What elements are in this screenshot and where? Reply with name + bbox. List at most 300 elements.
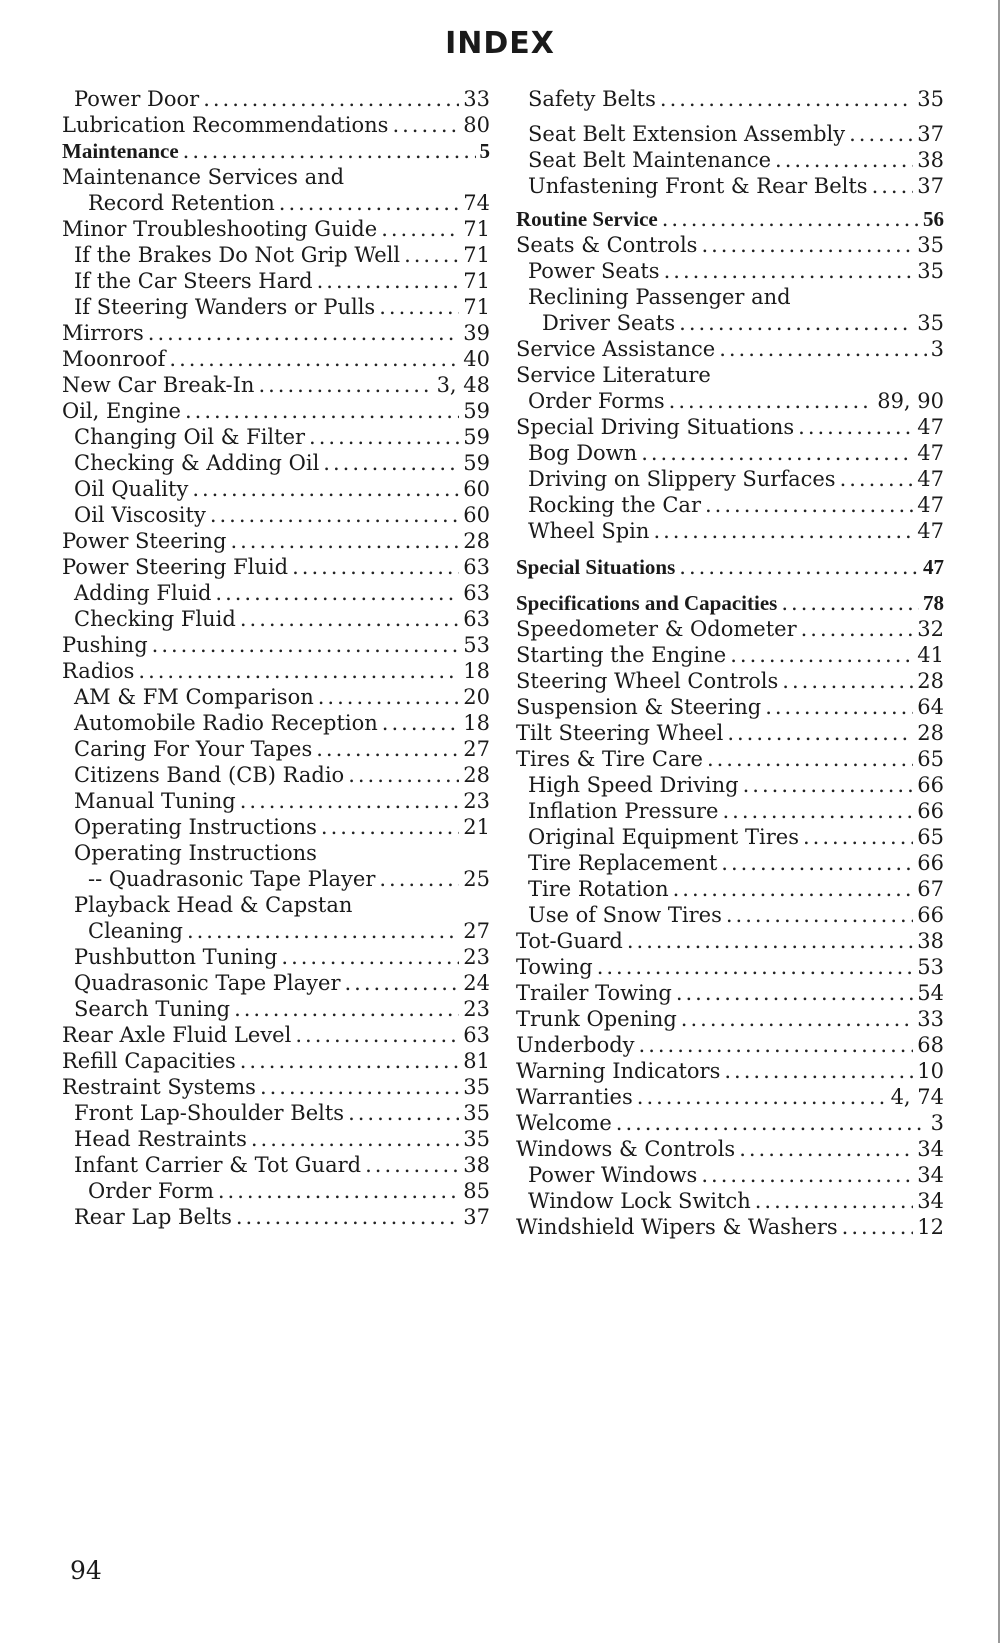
index-entry-page: 20 (463, 685, 490, 709)
index-entry (62, 242, 490, 268)
dot-leader (781, 590, 919, 616)
index-entry (516, 980, 944, 1006)
index-entry-page: 23 (463, 789, 490, 813)
index-entry-label: New Car Break-In (62, 373, 255, 397)
index-entry-page: 71 (463, 217, 490, 241)
index-entry (62, 1048, 490, 1074)
index-entry (516, 173, 944, 199)
index-entry-label: Maintenance Services and (62, 165, 345, 189)
index-entry (516, 824, 944, 850)
index-entry (516, 642, 944, 668)
dot-leader (321, 814, 459, 840)
index-entry-label: Adding Fluid (74, 581, 212, 605)
index-entry-label: Special Situations (516, 555, 676, 579)
index-entry (62, 398, 490, 424)
index-entry-label: Routine Service (516, 207, 658, 231)
dot-leader (187, 918, 459, 944)
dot-leader (317, 268, 460, 294)
dot-leader (251, 1126, 459, 1152)
index-entry-label: Use of Snow Tires (528, 903, 722, 927)
index-entry-page: 28 (917, 721, 944, 745)
index-column-left (62, 86, 490, 1230)
index-entry (62, 320, 490, 346)
dot-leader (348, 762, 459, 788)
index-entry-page: 71 (463, 295, 490, 319)
index-entry-page: 80 (463, 113, 490, 137)
index-entry-page: 35 (463, 1101, 490, 1125)
index-entry-page: 5 (479, 139, 490, 163)
index-entry (62, 944, 490, 970)
index-entry (516, 746, 944, 772)
index-entry (62, 1022, 490, 1048)
index-entry-page: 53 (917, 955, 944, 979)
index-entry-page: 81 (463, 1049, 490, 1073)
dot-leader (148, 320, 460, 346)
index-entry (62, 216, 490, 242)
index-entry (516, 284, 944, 310)
index-entry-page: 71 (463, 269, 490, 293)
index-entry (62, 788, 490, 814)
index-entry-page: 27 (463, 919, 490, 943)
index-entry-page: 64 (917, 695, 944, 719)
index-entry-page: 66 (917, 773, 944, 797)
index-entry (516, 668, 944, 694)
index-entry-page: 47 (917, 493, 944, 517)
index-entry-page: 63 (463, 555, 490, 579)
dot-leader (627, 928, 913, 954)
index-entry (516, 206, 944, 232)
index-entry (62, 658, 490, 684)
index-entry-page: 60 (463, 503, 490, 527)
dot-leader (309, 424, 459, 450)
index-entry-page: 35 (917, 233, 944, 257)
index-entry-page: 35 (917, 259, 944, 283)
index-entry-page: 85 (463, 1179, 490, 1203)
index-entry-page: 4, 74 (890, 1085, 944, 1109)
index-entry-page: 60 (463, 477, 490, 501)
index-entry-label: Tire Rotation (528, 877, 669, 901)
index-entry-label: Oil Viscosity (74, 503, 206, 527)
index-entry-label: Trailer Towing (516, 981, 672, 1005)
dot-leader (404, 242, 459, 268)
index-entry-page: 54 (917, 981, 944, 1005)
index-entry-page: 18 (463, 659, 490, 683)
index-entry-page: 66 (917, 903, 944, 927)
dot-leader (765, 694, 913, 720)
index-entry (516, 902, 944, 928)
index-entry-page: 59 (463, 425, 490, 449)
index-entry-label: Warning Indicators (516, 1059, 721, 1083)
index-entry-page: 47 (917, 519, 944, 543)
dot-leader (721, 850, 913, 876)
index-entry (516, 414, 944, 440)
index-entry-page: 33 (917, 1007, 944, 1031)
index-entry (516, 554, 944, 580)
dot-leader (664, 258, 914, 284)
index-entry-label: Special Driving Situations (516, 415, 795, 439)
index-entry-label: Driving on Slippery Surfaces (528, 467, 836, 491)
dot-leader (234, 996, 459, 1022)
index-entry-label: Maintenance (62, 139, 179, 163)
dot-leader (653, 518, 913, 544)
index-entry-label: Seats & Controls (516, 233, 698, 257)
index-entry (516, 850, 944, 876)
index-entry (516, 1084, 944, 1110)
index-entry-label: Power Steering (62, 529, 227, 553)
index-entry-label: Changing Oil & Filter (74, 425, 306, 449)
index-entry-label: Restraint Systems (62, 1075, 256, 1099)
dot-leader (345, 970, 460, 996)
dot-leader (730, 642, 913, 668)
index-entry (516, 492, 944, 518)
dot-leader (775, 147, 913, 173)
dot-leader (637, 1084, 887, 1110)
index-entry-label: Unfastening Front & Rear Belts (528, 174, 868, 198)
index-entry-page: 47 (923, 555, 944, 579)
index-entry (62, 1074, 490, 1100)
index-entry-label: Refill Capacities (62, 1049, 236, 1073)
dot-leader (192, 476, 459, 502)
index-entry-page: 12 (917, 1215, 944, 1239)
index-entry (516, 121, 944, 147)
index-entry-page: 67 (917, 877, 944, 901)
dot-leader (260, 1074, 459, 1100)
index-entry-label: Front Lap-Shoulder Belts (74, 1101, 345, 1125)
index-entry-label: High Speed Driving (528, 773, 739, 797)
index-entry-page: 28 (917, 669, 944, 693)
index-entry (62, 1204, 490, 1230)
index-entry-label: Window Lock Switch (528, 1189, 751, 1213)
index-entry (62, 372, 490, 398)
index-entry-label: Wheel Spin (528, 519, 650, 543)
dot-leader (240, 606, 459, 632)
dot-leader (292, 554, 459, 580)
index-entry (516, 616, 944, 642)
index-entry-page: 66 (917, 799, 944, 823)
index-entry-page: 35 (917, 311, 944, 335)
index-entry-label: Suspension & Steering (516, 695, 762, 719)
index-entry-label: Bog Down (528, 441, 638, 465)
index-entry-label: Minor Troubleshooting Guide (62, 217, 378, 241)
index-entry-page: 71 (463, 243, 490, 267)
dot-leader (719, 336, 926, 362)
dot-leader (616, 1110, 927, 1136)
dot-leader (316, 736, 459, 762)
index-entry (62, 346, 490, 372)
index-entry-label: Driver Seats (542, 311, 676, 335)
dot-leader (138, 658, 459, 684)
index-entry-label: Safety Belts (528, 87, 656, 111)
index-entry-page: 89, 90 (877, 389, 944, 413)
index-entry-label: Power Seats (528, 259, 660, 283)
index-entry-page: 23 (463, 945, 490, 969)
index-entry-label: Seat Belt Extension Assembly (528, 122, 846, 146)
index-entry (516, 1162, 944, 1188)
index-entry-label: Checking Fluid (74, 607, 236, 631)
dot-leader (240, 1048, 460, 1074)
dot-leader (669, 388, 874, 414)
index-entry (516, 720, 944, 746)
index-entry (516, 876, 944, 902)
index-entry (62, 606, 490, 632)
index-entry-page: 63 (463, 1023, 490, 1047)
index-entry-label: Cleaning (88, 919, 183, 943)
index-entry (516, 362, 944, 388)
dot-leader (639, 1032, 914, 1058)
index-entry (62, 684, 490, 710)
index-entry-label: Service Assistance (516, 337, 716, 361)
index-entry (516, 798, 944, 824)
index-entry (62, 632, 490, 658)
dot-leader (258, 372, 432, 398)
index-entry (516, 590, 944, 616)
index-entry-label: Playback Head & Capstan (74, 893, 353, 917)
index-entry (516, 518, 944, 544)
index-entry-label: Windshield Wipers & Washers (516, 1215, 838, 1239)
index-entry (62, 502, 490, 528)
index-entry-label: Head Restraints (74, 1127, 247, 1151)
index-entry (62, 918, 490, 944)
dot-leader (597, 954, 914, 980)
index-entry (62, 1100, 490, 1126)
dot-leader (849, 121, 913, 147)
dot-leader (279, 190, 460, 216)
index-entry (516, 466, 944, 492)
dot-leader (803, 824, 913, 850)
index-entry (62, 554, 490, 580)
index-entry-page: 63 (463, 581, 490, 605)
index-entry-page: 35 (463, 1075, 490, 1099)
index-entry-label: Caring For Your Tapes (74, 737, 313, 761)
index-entry-label: Infant Carrier & Tot Guard (74, 1153, 362, 1177)
index-entry-label: Original Equipment Tires (528, 825, 799, 849)
index-entry-label: Rocking the Car (528, 493, 701, 517)
dot-leader (660, 86, 913, 112)
index-entry-page: 37 (917, 174, 944, 198)
index-entry (516, 258, 944, 284)
dot-leader (236, 1204, 459, 1230)
index-entry-page: 3, 48 (436, 373, 490, 397)
index-entry-label: Reclining Passenger and (528, 285, 791, 309)
index-entry-label: Oil, Engine (62, 399, 181, 423)
dot-leader (724, 1058, 913, 1084)
index-entry (62, 1152, 490, 1178)
index-entry (62, 814, 490, 840)
index-entry-label: Starting the Engine (516, 643, 727, 667)
index-entry (62, 86, 490, 112)
index-entry-label: Operating Instructions (74, 841, 317, 865)
index-entry (62, 1126, 490, 1152)
index-entry-page: 32 (917, 617, 944, 641)
dot-leader (662, 206, 919, 232)
index-entry (516, 1006, 944, 1032)
index-entry-page: 65 (917, 825, 944, 849)
index-entry-page: 41 (917, 643, 944, 667)
index-entry (62, 710, 490, 736)
dot-leader (727, 720, 913, 746)
index-entry-page: 78 (923, 591, 944, 615)
index-entry-page: 38 (917, 929, 944, 953)
dot-leader (240, 788, 460, 814)
index-entry-label: Inflation Pressure (528, 799, 719, 823)
index-entry-label: Quadrasonic Tape Player (74, 971, 341, 995)
index-entry-label: If the Brakes Do Not Grip Well (74, 243, 401, 267)
dot-leader (218, 1178, 459, 1204)
index-entry-page: 3 (930, 1111, 944, 1135)
dot-leader (872, 173, 914, 199)
index-entry (516, 1110, 944, 1136)
index-entry (516, 1188, 944, 1214)
index-entry-page: 59 (463, 399, 490, 423)
dot-leader (323, 450, 459, 476)
index-entry-label: Citizens Band (CB) Radio (74, 763, 345, 787)
index-entry (62, 970, 490, 996)
dot-leader (840, 466, 914, 492)
dot-leader (798, 414, 913, 440)
index-entry-page: 59 (463, 451, 490, 475)
index-entry-page: 33 (463, 87, 490, 111)
index-entry-label: Lubrication Recommendations (62, 113, 389, 137)
index-entry (62, 580, 490, 606)
index-entry-label: Manual Tuning (74, 789, 236, 813)
index-entry-label: Operating Instructions (74, 815, 317, 839)
dot-leader (681, 1006, 913, 1032)
index-entry-page: 27 (463, 737, 490, 761)
index-entry-page: 3 (930, 337, 944, 361)
index-entry (516, 1058, 944, 1084)
index-entry (516, 1032, 944, 1058)
index-entry-page: 74 (463, 191, 490, 215)
index-entry-page: 53 (463, 633, 490, 657)
index-entry (516, 388, 944, 414)
index-entry (62, 476, 490, 502)
index-entry (516, 928, 944, 954)
index-entry-label: Seat Belt Maintenance (528, 148, 772, 172)
index-entry-page: 63 (463, 607, 490, 631)
dot-leader (152, 632, 460, 658)
index-entry-label: Specifications and Capacities (516, 591, 778, 615)
index-entry-label: Underbody (516, 1033, 635, 1057)
index-entry-label: Pushing (62, 633, 148, 657)
index-entry (62, 996, 490, 1022)
index-entry-label: Pushbutton Tuning (74, 945, 278, 969)
dot-leader (215, 580, 459, 606)
index-entry (516, 147, 944, 173)
index-entry-page: 23 (463, 997, 490, 1021)
index-entry (62, 892, 490, 918)
dot-leader (782, 668, 913, 694)
dot-leader (801, 616, 914, 642)
index-entry (516, 232, 944, 258)
index-entry (516, 440, 944, 466)
dot-leader (203, 86, 459, 112)
dot-leader (185, 398, 459, 424)
dot-leader (705, 492, 913, 518)
index-entry-label: Tot-Guard (516, 929, 623, 953)
dot-leader (641, 440, 913, 466)
index-entry (62, 866, 490, 892)
dot-leader (707, 746, 913, 772)
index-entry-page: 37 (463, 1205, 490, 1229)
index-entry (62, 268, 490, 294)
index-entry-page: 34 (917, 1163, 944, 1187)
dot-leader (673, 876, 914, 902)
index-entry (516, 336, 944, 362)
index-entry-page: 68 (917, 1033, 944, 1057)
index-entry-page: 34 (917, 1137, 944, 1161)
dot-leader (392, 112, 459, 138)
index-entry-page: 47 (917, 467, 944, 491)
dot-leader (743, 772, 914, 798)
index-entry-page: 65 (917, 747, 944, 771)
index-entry-page: 18 (463, 711, 490, 735)
dot-leader (295, 1022, 459, 1048)
dot-leader (676, 980, 913, 1006)
index-entry-page: 10 (917, 1059, 944, 1083)
dot-leader (679, 554, 919, 580)
index-entry (62, 1178, 490, 1204)
page-number: 94 (70, 1556, 102, 1585)
index-entry-page: 37 (917, 122, 944, 146)
index-entry-label: If the Car Steers Hard (74, 269, 313, 293)
index-entry-label: Trunk Opening (516, 1007, 677, 1031)
index-entry-label: Speedometer & Odometer (516, 617, 797, 641)
index-entry (62, 736, 490, 762)
index-entry-page: 28 (463, 529, 490, 553)
page-title: INDEX (445, 26, 555, 61)
index-entry-label: Rear Lap Belts (74, 1205, 232, 1229)
index-entry-page: 47 (917, 415, 944, 439)
dot-leader (381, 216, 459, 242)
index-entry-label: Order Form (88, 1179, 214, 1203)
index-entry-page: 47 (917, 441, 944, 465)
dot-leader (379, 294, 459, 320)
index-entry (516, 1214, 944, 1240)
index-entry (62, 528, 490, 554)
index-entry (62, 424, 490, 450)
index-entry (516, 954, 944, 980)
index-entry-label: Record Retention (88, 191, 275, 215)
index-entry-label: If Steering Wanders or Pulls (74, 295, 376, 319)
index-entry (62, 164, 490, 190)
index-entry-page: 28 (463, 763, 490, 787)
index-entry-page: 35 (917, 87, 944, 111)
index-entry (62, 762, 490, 788)
index-entry-page: 24 (463, 971, 490, 995)
index-entry-label: Welcome (516, 1111, 612, 1135)
index-entry-page: 40 (463, 347, 490, 371)
index-entry-label: Automobile Radio Reception (74, 711, 378, 735)
index-entry (516, 86, 944, 112)
index-entry-label: Service Literature (516, 363, 711, 387)
dot-leader (726, 902, 913, 928)
index-entry (62, 450, 490, 476)
index-entry (62, 112, 490, 138)
dot-leader (365, 1152, 459, 1178)
index-entry-page: 39 (463, 321, 490, 345)
dot-leader (318, 684, 460, 710)
index-entry-label: AM & FM Comparison (74, 685, 314, 709)
index-entry-label: Moonroof (62, 347, 166, 371)
index-entry-label: Mirrors (62, 321, 144, 345)
index-entry-label: Checking & Adding Oil (74, 451, 320, 475)
dot-leader (679, 310, 913, 336)
index-entry-label: Power Windows (528, 1163, 698, 1187)
index-entry (516, 694, 944, 720)
index-entry-label: Tilt Steering Wheel (516, 721, 724, 745)
dot-leader (723, 798, 914, 824)
dot-leader (210, 502, 459, 528)
